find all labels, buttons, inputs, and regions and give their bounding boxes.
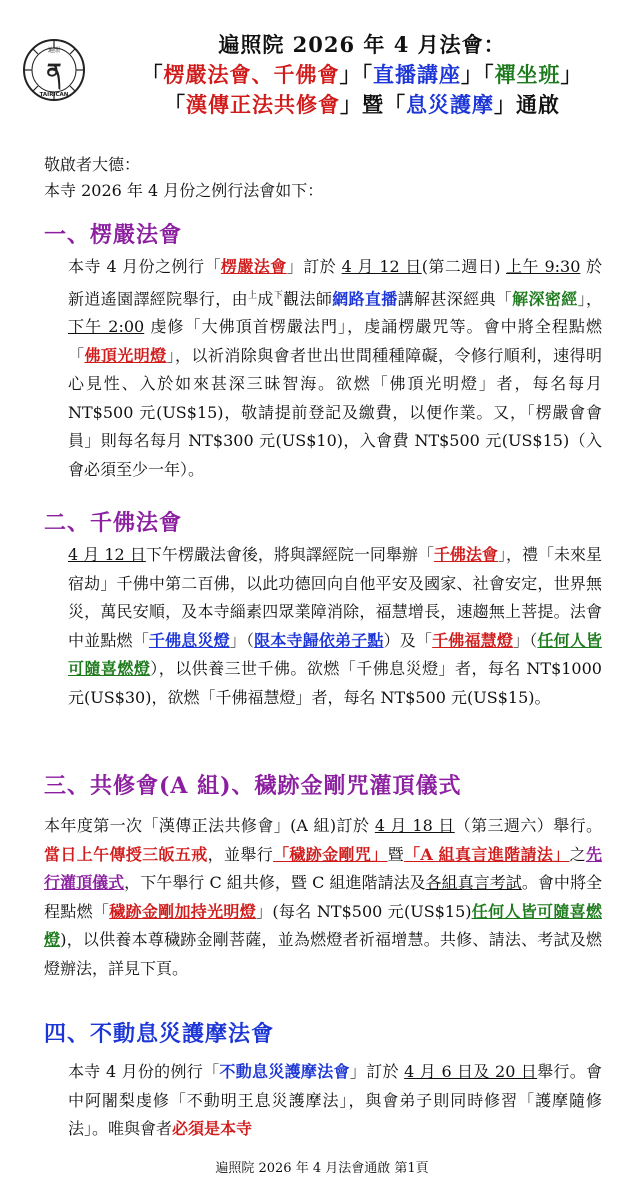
section-3-title: 三、共修會(A 組)、穢跡金剛咒灌頂儀式	[44, 773, 462, 799]
greeting-intro: 本寺 2026 年 4 月份之例行法會如下：	[44, 181, 324, 200]
notice-header	[80, 30, 644, 120]
section-1-title: 一、楞嚴法會	[44, 222, 183, 248]
greeting	[44, 152, 323, 204]
section-4-title: 四、不動息災護摩法會	[44, 1021, 275, 1047]
section-4-body: 本寺 4 月份的例行「不動息災護摩法會」訂於 4 月 6 日及 20 日舉行。會中阿闍梨虔修「不動明王息災護摩法」，與會弟子則同時修習「護摩隨修法」。唯與會者必須是本寺	[68, 1062, 602, 1138]
svg-text:ན: ན	[46, 59, 62, 85]
svg-text:TAIRICAN: TAIRICAN	[39, 92, 69, 98]
page-footer: 遍照院 2026 年 4 月法會通啟 第1頁	[215, 1161, 429, 1176]
section-2-body: 4 月 12 日下午楞嚴法會後，將與譯經院一同舉辦「千佛法會」，禮「未來星宿劫」千佛中第二百佛，以此功德回向自他平安及國家、社會安定，世界無災，萬民安順，及本寺緇素四眾業障消除，福慧增長，速趨無上菩提。法會中並點燃「千佛息災燈」（限本寺歸依弟子點）及「千佛福慧燈」（任何人皆可隨喜燃燈），以供養三世千佛。欲燃「千佛息災燈」者，每名 NT$1000 元(US$30)，欲燃「千佛福慧燈」者，每名 NT$500 元(US$15)。	[68, 545, 602, 707]
section-3-body: 本年度第一次「漢傳正法共修會」(A 組)訂於 4 月 18 日（第三週六）舉行。當日上午傳授三皈五戒，並舉行「穢跡金剛咒」暨「A 組真言進階請法」之先行灌頂儀式，下午舉行 C 組共修，暨 C 組進階請法及各組真言考試。會中將全程點燃「穢跡金剛加持光明燈」(每名 NT$500 元(US$15)任何人皆可隨喜燃燈)，以供養本尊穢跡金剛菩薩，並為燃燈者祈福增慧。共修、請法、考試及燃燈辦法，詳見下頁。	[44, 816, 602, 978]
section-2-title: 二、千佛法會	[44, 510, 183, 536]
header-line-2: 「楞嚴法會、千佛會」「直播講座」「禪坐班」	[141, 62, 583, 87]
section-1-body: 本寺 4 月份之例行「楞嚴法會」訂於 4 月 12 日(第二週日) 上午 9:30 於新逍遙園譯經院舉行，由$^上$成$^下$觀法師網路直播講解甚深經典「解深密經」，下午 2:00 虔修「大佛頂首楞嚴法門」，虔誦楞嚴咒等。會中將全程點燃「佛頂光明燈」，以祈消除與會者世出世間種種障礙，令修行順利，速得明心見性、入於如來甚深三昧智海。欲燃「佛頂光明燈」者，每名每月 NT$500 元(US$15)，敬請提前登記及繳費，以便作業。又，「楞嚴會會員」則每名每月 NT$300 元(US$10)，入會費 NT$500 元(US$15)（入會必須至少一年）。	[68, 257, 602, 479]
header-line-1: 遍照院 2026 年 4 月法會：	[218, 32, 506, 57]
greeting-salutation: 敬啟者大德：	[44, 155, 141, 174]
temple-seal-logo	[22, 38, 86, 102]
svg-text:遍照: 遍照	[47, 47, 61, 54]
header-line-3: 「漢傳正法共修會」暨「息災護摩」通啟	[164, 92, 560, 117]
